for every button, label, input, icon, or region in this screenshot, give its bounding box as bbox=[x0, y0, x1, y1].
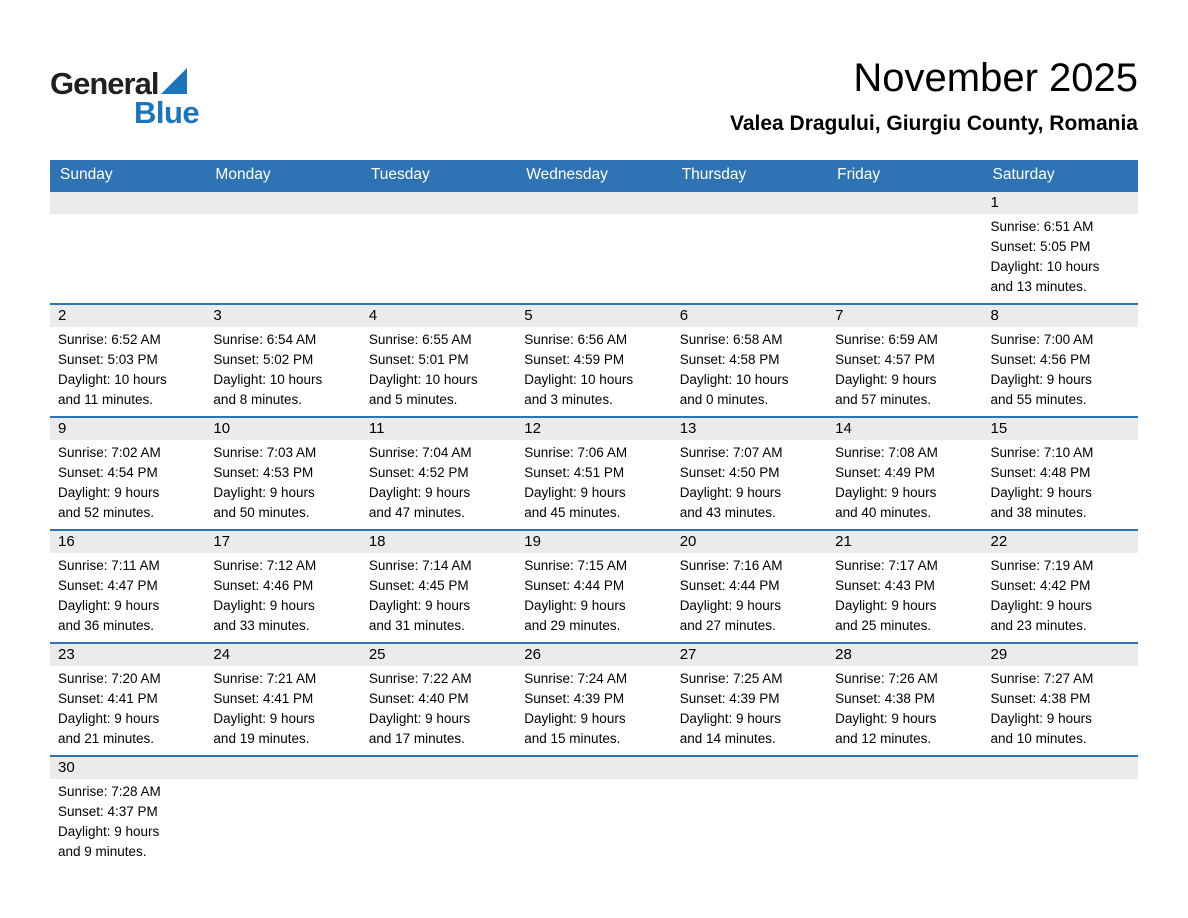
day-number: 2 bbox=[50, 305, 205, 327]
week-row-6 bbox=[50, 756, 1138, 868]
daylight-text-line2: and 5 minutes. bbox=[368, 392, 458, 407]
empty-cell bbox=[672, 756, 827, 868]
daylight-text-line2: and 47 minutes. bbox=[368, 505, 465, 520]
daylight-text-line2: and 19 minutes. bbox=[213, 731, 310, 746]
day-number: 6 bbox=[672, 305, 827, 327]
sunset-text: Sunset: 4:37 PM bbox=[58, 804, 158, 819]
day-details bbox=[361, 666, 516, 755]
weekday-header-sunday: Sunday bbox=[50, 160, 205, 191]
day-number: 18 bbox=[361, 531, 516, 553]
week-row-1 bbox=[50, 191, 1138, 304]
day-number: 16 bbox=[50, 531, 205, 553]
daylight-text-line2: and 21 minutes. bbox=[58, 731, 155, 746]
empty-cell bbox=[361, 756, 516, 868]
day-cell-19 bbox=[516, 530, 671, 643]
sunset-text: Sunset: 4:49 PM bbox=[835, 465, 935, 480]
daylight-text-line2: and 45 minutes. bbox=[524, 505, 621, 520]
sunrise-text: Sunrise: 7:19 AM bbox=[990, 558, 1094, 573]
day-number: 25 bbox=[361, 644, 516, 666]
day-number bbox=[205, 192, 360, 214]
daylight-text-line1: Daylight: 9 hours bbox=[679, 598, 781, 613]
week-row-2 bbox=[50, 304, 1138, 417]
day-cell-8 bbox=[983, 304, 1138, 417]
daylight-text-line2: and 31 minutes. bbox=[368, 618, 465, 633]
day-cell-11 bbox=[361, 417, 516, 530]
day-number bbox=[672, 757, 827, 779]
weekday-header-thursday: Thursday bbox=[672, 160, 827, 191]
daylight-text-line2: and 52 minutes. bbox=[58, 505, 155, 520]
page-subtitle: Valea Dragului, Giurgiu County, Romania bbox=[729, 112, 1138, 135]
empty-cell bbox=[205, 756, 360, 868]
day-cell-18 bbox=[361, 530, 516, 643]
day-number bbox=[827, 192, 982, 214]
day-details bbox=[516, 440, 671, 529]
daylight-text-line1: Daylight: 9 hours bbox=[990, 711, 1092, 726]
page-title: November 2025 bbox=[853, 56, 1138, 100]
sunrise-text: Sunrise: 6:51 AM bbox=[990, 219, 1094, 234]
day-cell-26 bbox=[516, 643, 671, 756]
week-row-4 bbox=[50, 530, 1138, 643]
day-details bbox=[672, 327, 827, 416]
day-cell-2 bbox=[50, 304, 205, 417]
day-number: 14 bbox=[827, 418, 982, 440]
sunset-text: Sunset: 4:51 PM bbox=[524, 465, 625, 480]
daylight-text-line1: Daylight: 9 hours bbox=[835, 598, 937, 613]
day-cell-22 bbox=[983, 530, 1138, 643]
day-details bbox=[50, 553, 205, 642]
day-cell-29 bbox=[983, 643, 1138, 756]
day-number: 13 bbox=[672, 418, 827, 440]
day-details bbox=[361, 327, 516, 416]
sunrise-text: Sunrise: 7:15 AM bbox=[524, 558, 628, 573]
day-number: 23 bbox=[50, 644, 205, 666]
daylight-text-line1: Daylight: 10 hours bbox=[213, 372, 323, 387]
sunset-text: Sunset: 4:42 PM bbox=[990, 578, 1091, 593]
day-details bbox=[827, 327, 982, 416]
day-cell-25 bbox=[361, 643, 516, 756]
day-cell-16 bbox=[50, 530, 205, 643]
day-cell-1 bbox=[983, 191, 1138, 304]
day-number: 4 bbox=[361, 305, 516, 327]
daylight-text-line1: Daylight: 9 hours bbox=[524, 485, 626, 500]
daylight-text-line1: Daylight: 9 hours bbox=[990, 372, 1092, 387]
sunrise-text: Sunrise: 7:28 AM bbox=[58, 784, 161, 799]
sunset-text: Sunset: 4:56 PM bbox=[990, 352, 1091, 367]
day-number: 12 bbox=[516, 418, 671, 440]
day-number: 29 bbox=[983, 644, 1138, 666]
daylight-text-line2: and 13 minutes. bbox=[990, 279, 1087, 294]
day-details bbox=[516, 327, 671, 416]
sunset-text: Sunset: 4:58 PM bbox=[679, 352, 780, 367]
empty-cell bbox=[205, 191, 360, 304]
week-row-3 bbox=[50, 417, 1138, 530]
day-details bbox=[516, 553, 671, 642]
day-number: 24 bbox=[205, 644, 360, 666]
day-details bbox=[672, 666, 827, 755]
weekday-header-row bbox=[50, 160, 1138, 191]
daylight-text-line1: Daylight: 9 hours bbox=[213, 485, 315, 500]
day-number: 19 bbox=[516, 531, 671, 553]
day-details bbox=[205, 327, 360, 416]
day-details bbox=[516, 666, 671, 755]
day-number: 9 bbox=[50, 418, 205, 440]
sunrise-text: Sunrise: 7:16 AM bbox=[679, 558, 783, 573]
sunrise-text: Sunrise: 7:11 AM bbox=[58, 558, 160, 573]
empty-cell bbox=[827, 756, 982, 868]
weekday-header-tuesday: Tuesday bbox=[361, 160, 516, 191]
day-number bbox=[827, 757, 982, 779]
day-number: 3 bbox=[205, 305, 360, 327]
calendar-body bbox=[50, 191, 1138, 868]
day-details bbox=[50, 440, 205, 529]
daylight-text-line2: and 14 minutes. bbox=[679, 731, 776, 746]
day-number bbox=[672, 192, 827, 214]
empty-cell bbox=[516, 191, 671, 304]
sunrise-text: Sunrise: 7:02 AM bbox=[58, 445, 161, 460]
day-number: 7 bbox=[827, 305, 982, 327]
sunset-text: Sunset: 4:47 PM bbox=[58, 578, 158, 593]
day-number: 26 bbox=[516, 644, 671, 666]
day-cell-24 bbox=[205, 643, 360, 756]
day-cell-9 bbox=[50, 417, 205, 530]
daylight-text-line2: and 25 minutes. bbox=[835, 618, 932, 633]
daylight-text-line2: and 50 minutes. bbox=[213, 505, 310, 520]
daylight-text-line1: Daylight: 9 hours bbox=[368, 485, 471, 500]
daylight-text-line2: and 10 minutes. bbox=[990, 731, 1087, 746]
day-number: 1 bbox=[983, 192, 1138, 214]
week-row-5 bbox=[50, 643, 1138, 756]
day-cell-17 bbox=[205, 530, 360, 643]
daylight-text-line2: and 33 minutes. bbox=[213, 618, 310, 633]
daylight-text-line1: Daylight: 10 hours bbox=[58, 372, 167, 387]
weekday-header-monday: Monday bbox=[205, 160, 360, 191]
sunset-text: Sunset: 4:44 PM bbox=[679, 578, 780, 593]
day-number: 5 bbox=[516, 305, 671, 327]
sunrise-text: Sunrise: 6:56 AM bbox=[524, 332, 628, 347]
daylight-text-line1: Daylight: 10 hours bbox=[990, 259, 1100, 274]
day-number: 21 bbox=[827, 531, 982, 553]
empty-cell bbox=[516, 756, 671, 868]
day-details bbox=[672, 553, 827, 642]
daylight-text-line1: Daylight: 10 hours bbox=[679, 372, 789, 387]
sunset-text: Sunset: 4:41 PM bbox=[58, 691, 158, 706]
day-number bbox=[516, 192, 671, 214]
sunset-text: Sunset: 5:03 PM bbox=[58, 352, 158, 367]
sunset-text: Sunset: 4:53 PM bbox=[213, 465, 314, 480]
daylight-text-line1: Daylight: 9 hours bbox=[524, 598, 626, 613]
sunset-text: Sunset: 4:39 PM bbox=[524, 691, 625, 706]
day-details bbox=[827, 553, 982, 642]
day-cell-28 bbox=[827, 643, 982, 756]
day-number bbox=[516, 757, 671, 779]
daylight-text-line1: Daylight: 9 hours bbox=[58, 711, 160, 726]
day-cell-7 bbox=[827, 304, 982, 417]
sunset-text: Sunset: 4:38 PM bbox=[990, 691, 1091, 706]
weekday-header-saturday: Saturday bbox=[983, 160, 1138, 191]
sunrise-text: Sunrise: 6:54 AM bbox=[213, 332, 317, 347]
sunrise-text: Sunrise: 6:58 AM bbox=[679, 332, 783, 347]
day-details bbox=[983, 553, 1138, 642]
day-number: 28 bbox=[827, 644, 982, 666]
daylight-text-line1: Daylight: 9 hours bbox=[524, 711, 626, 726]
day-number bbox=[361, 757, 516, 779]
logo-text-blue: Blue bbox=[134, 95, 200, 130]
day-number: 30 bbox=[50, 757, 205, 779]
day-cell-12 bbox=[516, 417, 671, 530]
day-details bbox=[983, 666, 1138, 755]
day-cell-30 bbox=[50, 756, 205, 868]
daylight-text-line2: and 0 minutes. bbox=[679, 392, 769, 407]
sunset-text: Sunset: 4:57 PM bbox=[835, 352, 935, 367]
sunset-text: Sunset: 5:02 PM bbox=[213, 352, 314, 367]
daylight-text-line2: and 27 minutes. bbox=[679, 618, 776, 633]
daylight-text-line2: and 17 minutes. bbox=[368, 731, 465, 746]
daylight-text-line2: and 15 minutes. bbox=[524, 731, 621, 746]
daylight-text-line1: Daylight: 9 hours bbox=[368, 711, 471, 726]
logo-text-general: General bbox=[50, 66, 159, 101]
daylight-text-line2: and 57 minutes. bbox=[835, 392, 932, 407]
sunset-text: Sunset: 4:54 PM bbox=[58, 465, 158, 480]
sunset-text: Sunset: 4:44 PM bbox=[524, 578, 625, 593]
sunrise-text: Sunrise: 7:21 AM bbox=[213, 671, 317, 686]
sunrise-text: Sunrise: 6:52 AM bbox=[58, 332, 161, 347]
daylight-text-line2: and 36 minutes. bbox=[58, 618, 155, 633]
sunrise-text: Sunrise: 7:10 AM bbox=[990, 445, 1094, 460]
sunrise-text: Sunrise: 6:59 AM bbox=[835, 332, 938, 347]
day-cell-5 bbox=[516, 304, 671, 417]
daylight-text-line2: and 40 minutes. bbox=[835, 505, 932, 520]
daylight-text-line1: Daylight: 9 hours bbox=[835, 372, 937, 387]
day-cell-4 bbox=[361, 304, 516, 417]
day-number bbox=[205, 757, 360, 779]
sunrise-text: Sunrise: 7:06 AM bbox=[524, 445, 628, 460]
day-number bbox=[983, 757, 1138, 779]
daylight-text-line2: and 3 minutes. bbox=[524, 392, 613, 407]
calendar-table bbox=[50, 160, 1138, 868]
sunrise-text: Sunrise: 7:20 AM bbox=[58, 671, 161, 686]
daylight-text-line1: Daylight: 10 hours bbox=[524, 372, 634, 387]
sunrise-text: Sunrise: 7:26 AM bbox=[835, 671, 938, 686]
daylight-text-line2: and 8 minutes. bbox=[213, 392, 302, 407]
empty-cell bbox=[672, 191, 827, 304]
sunset-text: Sunset: 5:01 PM bbox=[368, 352, 469, 367]
day-cell-21 bbox=[827, 530, 982, 643]
daylight-text-line1: Daylight: 9 hours bbox=[58, 598, 160, 613]
day-number bbox=[50, 192, 205, 214]
daylight-text-line1: Daylight: 9 hours bbox=[835, 711, 937, 726]
day-details bbox=[361, 440, 516, 529]
sunset-text: Sunset: 4:52 PM bbox=[368, 465, 469, 480]
sunrise-text: Sunrise: 7:07 AM bbox=[679, 445, 783, 460]
day-cell-23 bbox=[50, 643, 205, 756]
daylight-text-line2: and 43 minutes. bbox=[679, 505, 776, 520]
daylight-text-line1: Daylight: 10 hours bbox=[368, 372, 478, 387]
daylight-text-line2: and 55 minutes. bbox=[990, 392, 1087, 407]
sunrise-text: Sunrise: 7:14 AM bbox=[368, 558, 472, 573]
day-details bbox=[827, 440, 982, 529]
day-details bbox=[50, 327, 205, 416]
sunrise-text: Sunrise: 7:27 AM bbox=[990, 671, 1094, 686]
day-number: 22 bbox=[983, 531, 1138, 553]
daylight-text-line1: Daylight: 9 hours bbox=[990, 485, 1092, 500]
day-details bbox=[983, 440, 1138, 529]
day-details bbox=[672, 440, 827, 529]
daylight-text-line2: and 29 minutes. bbox=[524, 618, 621, 633]
day-number bbox=[361, 192, 516, 214]
empty-cell bbox=[827, 191, 982, 304]
day-details bbox=[50, 779, 205, 868]
day-cell-13 bbox=[672, 417, 827, 530]
day-number: 15 bbox=[983, 418, 1138, 440]
sunset-text: Sunset: 4:46 PM bbox=[213, 578, 314, 593]
title-block bbox=[730, 50, 1138, 136]
day-details bbox=[205, 553, 360, 642]
day-cell-27 bbox=[672, 643, 827, 756]
daylight-text-line1: Daylight: 9 hours bbox=[679, 711, 781, 726]
day-cell-14 bbox=[827, 417, 982, 530]
general-blue-logo bbox=[50, 50, 199, 128]
sunset-text: Sunset: 5:05 PM bbox=[990, 239, 1091, 254]
day-details bbox=[983, 214, 1138, 303]
sunset-text: Sunset: 4:43 PM bbox=[835, 578, 935, 593]
daylight-text-line1: Daylight: 9 hours bbox=[58, 824, 160, 839]
sunrise-text: Sunrise: 7:00 AM bbox=[990, 332, 1094, 347]
weekday-header-friday: Friday bbox=[827, 160, 982, 191]
sunset-text: Sunset: 4:48 PM bbox=[990, 465, 1091, 480]
sunset-text: Sunset: 4:59 PM bbox=[524, 352, 625, 367]
daylight-text-line2: and 23 minutes. bbox=[990, 618, 1087, 633]
day-details bbox=[827, 666, 982, 755]
day-number: 10 bbox=[205, 418, 360, 440]
page-header bbox=[50, 50, 1138, 136]
empty-cell bbox=[361, 191, 516, 304]
sunrise-text: Sunrise: 7:03 AM bbox=[213, 445, 317, 460]
weekday-header-wednesday: Wednesday bbox=[516, 160, 671, 191]
daylight-text-line2: and 11 minutes. bbox=[58, 392, 154, 407]
day-number: 11 bbox=[361, 418, 516, 440]
day-details bbox=[50, 666, 205, 755]
sunset-text: Sunset: 4:38 PM bbox=[835, 691, 935, 706]
sunrise-text: Sunrise: 7:25 AM bbox=[679, 671, 783, 686]
day-number: 20 bbox=[672, 531, 827, 553]
daylight-text-line2: and 9 minutes. bbox=[58, 844, 147, 859]
sunrise-text: Sunrise: 7:17 AM bbox=[835, 558, 938, 573]
day-number: 27 bbox=[672, 644, 827, 666]
day-cell-3 bbox=[205, 304, 360, 417]
daylight-text-line1: Daylight: 9 hours bbox=[835, 485, 937, 500]
day-number: 8 bbox=[983, 305, 1138, 327]
day-cell-15 bbox=[983, 417, 1138, 530]
sunset-text: Sunset: 4:50 PM bbox=[679, 465, 780, 480]
daylight-text-line1: Daylight: 9 hours bbox=[679, 485, 781, 500]
daylight-text-line1: Daylight: 9 hours bbox=[368, 598, 471, 613]
day-number: 17 bbox=[205, 531, 360, 553]
sunrise-text: Sunrise: 7:22 AM bbox=[368, 671, 472, 686]
sunrise-text: Sunrise: 6:55 AM bbox=[368, 332, 472, 347]
sunset-text: Sunset: 4:41 PM bbox=[213, 691, 314, 706]
sunrise-text: Sunrise: 7:04 AM bbox=[368, 445, 472, 460]
day-cell-6 bbox=[672, 304, 827, 417]
day-cell-10 bbox=[205, 417, 360, 530]
empty-cell bbox=[50, 191, 205, 304]
daylight-text-line2: and 12 minutes. bbox=[835, 731, 932, 746]
day-cell-20 bbox=[672, 530, 827, 643]
daylight-text-line1: Daylight: 9 hours bbox=[213, 598, 315, 613]
sunset-text: Sunset: 4:39 PM bbox=[679, 691, 780, 706]
sunrise-text: Sunrise: 7:08 AM bbox=[835, 445, 938, 460]
day-details bbox=[983, 327, 1138, 416]
empty-cell bbox=[983, 756, 1138, 868]
day-details bbox=[205, 440, 360, 529]
sunset-text: Sunset: 4:45 PM bbox=[368, 578, 469, 593]
calendar-header bbox=[50, 160, 1138, 191]
sunrise-text: Sunrise: 7:24 AM bbox=[524, 671, 628, 686]
sunrise-text: Sunrise: 7:12 AM bbox=[213, 558, 317, 573]
daylight-text-line1: Daylight: 9 hours bbox=[990, 598, 1092, 613]
daylight-text-line1: Daylight: 9 hours bbox=[213, 711, 315, 726]
daylight-text-line1: Daylight: 9 hours bbox=[58, 485, 160, 500]
day-details bbox=[361, 553, 516, 642]
day-details bbox=[205, 666, 360, 755]
sunset-text: Sunset: 4:40 PM bbox=[368, 691, 469, 706]
daylight-text-line2: and 38 minutes. bbox=[990, 505, 1087, 520]
